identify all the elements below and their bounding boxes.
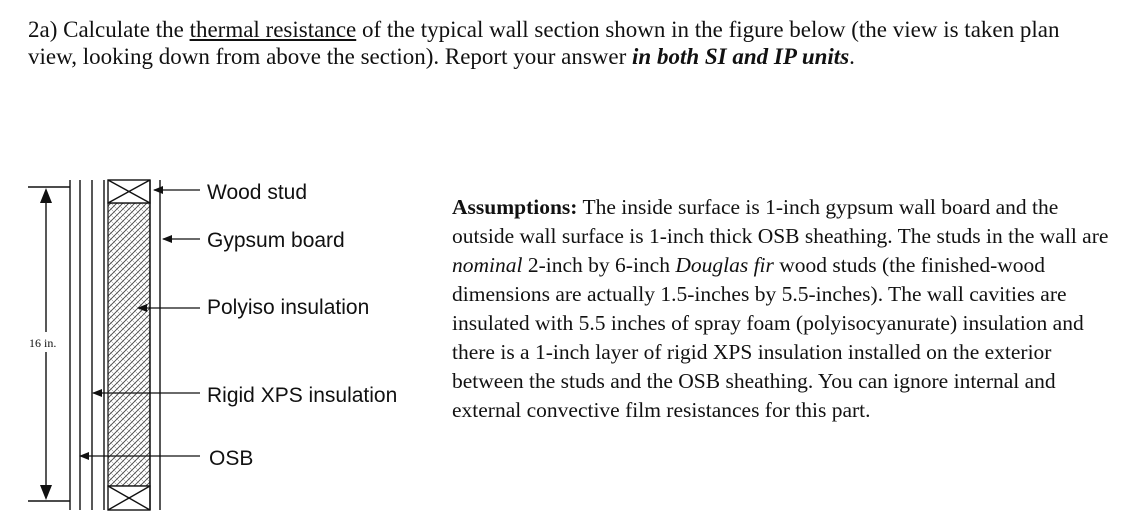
wall-section-figure <box>0 170 440 520</box>
assumptions-text-2: 2-inch by 6-inch <box>522 253 676 277</box>
label-rigid-xps-insulation: Rigid XPS insulation <box>207 384 398 407</box>
assumptions-text-1: The inside surface is 1-inch gypsum wall board and the outside wall surface is 1-inch thick OSB sheathing. The studs in the wall are <box>452 195 1109 248</box>
question-end: . <box>849 44 855 69</box>
label-osb: OSB <box>209 447 254 470</box>
assumptions-species: Douglas fir <box>675 253 774 277</box>
assumptions-nominal: nominal <box>452 253 523 277</box>
wall-layers <box>70 180 160 510</box>
polyiso-fill <box>108 203 150 486</box>
label-wood-stud: Wood stud <box>207 181 308 204</box>
assumptions-text-3: wood studs (the finished-wood dimensions are actually 1.5-inches by 5.5-inches). The wall cavities are insulated with 5.5 inches of spray foam (polyisocyanurate) insulation and there is a 1-inch layer of rigid XPS insulation installed on the exterior between the studs and the OSB sheathing. You can ignore internal and external convective film resistances for this part. <box>452 253 1084 422</box>
question-text <box>28 16 1108 70</box>
assumptions-paragraph <box>452 193 1112 425</box>
label-gypsum-board: Gypsum board <box>207 229 345 252</box>
question-lead: 2a) Calculate the <box>28 17 190 42</box>
question-emphasis: in both SI and IP units <box>632 44 850 69</box>
assumptions-heading: Assumptions: <box>452 195 578 219</box>
question-underlined-term: thermal resistance <box>189 17 357 42</box>
dimension-label: 16 in. <box>29 336 57 350</box>
question-middle: of the typical wall section shown in the figure below (the view is taken plan view, looking down from above the section). Report your answer <box>28 17 1060 69</box>
label-polyiso-insulation: Polyiso insulation <box>207 296 370 319</box>
